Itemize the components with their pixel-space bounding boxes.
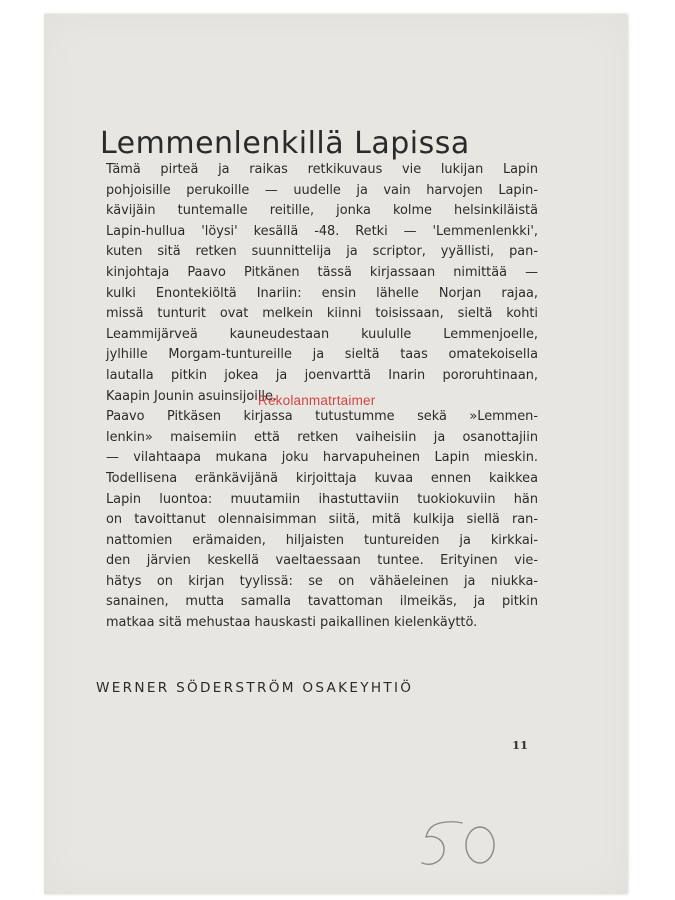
text-line: sanainen, mutta samalla tavattoman ilmeikäs, ja pitkin [106, 594, 538, 610]
text-line: Leammijärveä kauneudestaan kuululle Lemmenjoelle, [106, 326, 538, 342]
text-line: kävijäin tuntemalle reitille, jonka kolme helsinkiläistä [106, 203, 538, 219]
publisher-name: WERNER SÖDERSTRÖM OSAKEYHTIÖ [96, 680, 414, 696]
page-number: 11 [512, 738, 529, 752]
text-line: — vilahtaapa mukana joku harvapuheinen Lapin mieskin. [106, 450, 538, 466]
text-line: Lapin luontoa: muutamiin ihastuttaviin tuokiokuviin hän [106, 491, 538, 507]
text-line: matkaa sitä mehustaa hauskasti paikallinen kielenkäyttö. [106, 615, 478, 631]
text-line: kuten sitä retken suunnittelija ja scriptor, yyällisti, pan- [106, 244, 538, 260]
text-line: kinjohtaja Paavo Pitkänen tässä kirjassaan nimittää — [106, 264, 538, 280]
text-line: on tavoittanut olennaisimman siitä, mitä kulkija siellä ran- [106, 512, 538, 528]
text-line: Kaapin Jounin asuinsijoille. [106, 388, 278, 404]
blurb-paragraph-1 [94, 160, 538, 407]
text-line: Lapin-hullua 'löysi' kesällä -48. Retki — 'Lemmenlenkki', [106, 223, 538, 239]
text-line: nattomien erämaiden, hiljaisten tuntureiden ja kirkkai- [106, 532, 538, 548]
text-line: kulki Enontekiöltä Inariin: ensin lähelle Norjan rajaa, [106, 285, 538, 301]
text-line: pohjoisille perukoille — uudelle ja vain harvojen Lapin- [106, 182, 538, 198]
pencil-note-50 [410, 815, 520, 875]
text-line: jylhille Morgam-tuntureille ja sieltä taas omatekoisella [106, 347, 538, 363]
blurb-paragraph-2 [94, 407, 538, 634]
text-line: Paavo Pitkäsen kirjassa tutustumme sekä »Lemmen- [106, 409, 538, 425]
seller-watermark: Rekolanmatrtaimer [258, 393, 376, 408]
text-line: lautalla pitkin jokea ja joenvarttä Inarin pororuhtinaan, [106, 367, 538, 383]
text-line: hätys on kirjan tyylissä: se on vähäeleinen ja niukka- [106, 573, 538, 589]
text-line: missä tunturit ovat melkein kiinni toisissaan, sieltä kohti [106, 306, 538, 322]
text-line: den järvien keskellä vaeltaessaan tuntee. Erityinen vie- [106, 553, 538, 569]
text-line: lenkin» maisemiin että retken vaiheisiin ja osanottajiin [106, 429, 538, 445]
text-line: Todellisena eränkävijänä kirjoittaja kuvaa ennen kaikkea [106, 470, 538, 486]
book-title: Lemmenlenkillä Lapissa [100, 126, 470, 161]
text-line: Tämä pirteä ja raikas retkikuvaus vie lukijan Lapin [106, 162, 538, 177]
